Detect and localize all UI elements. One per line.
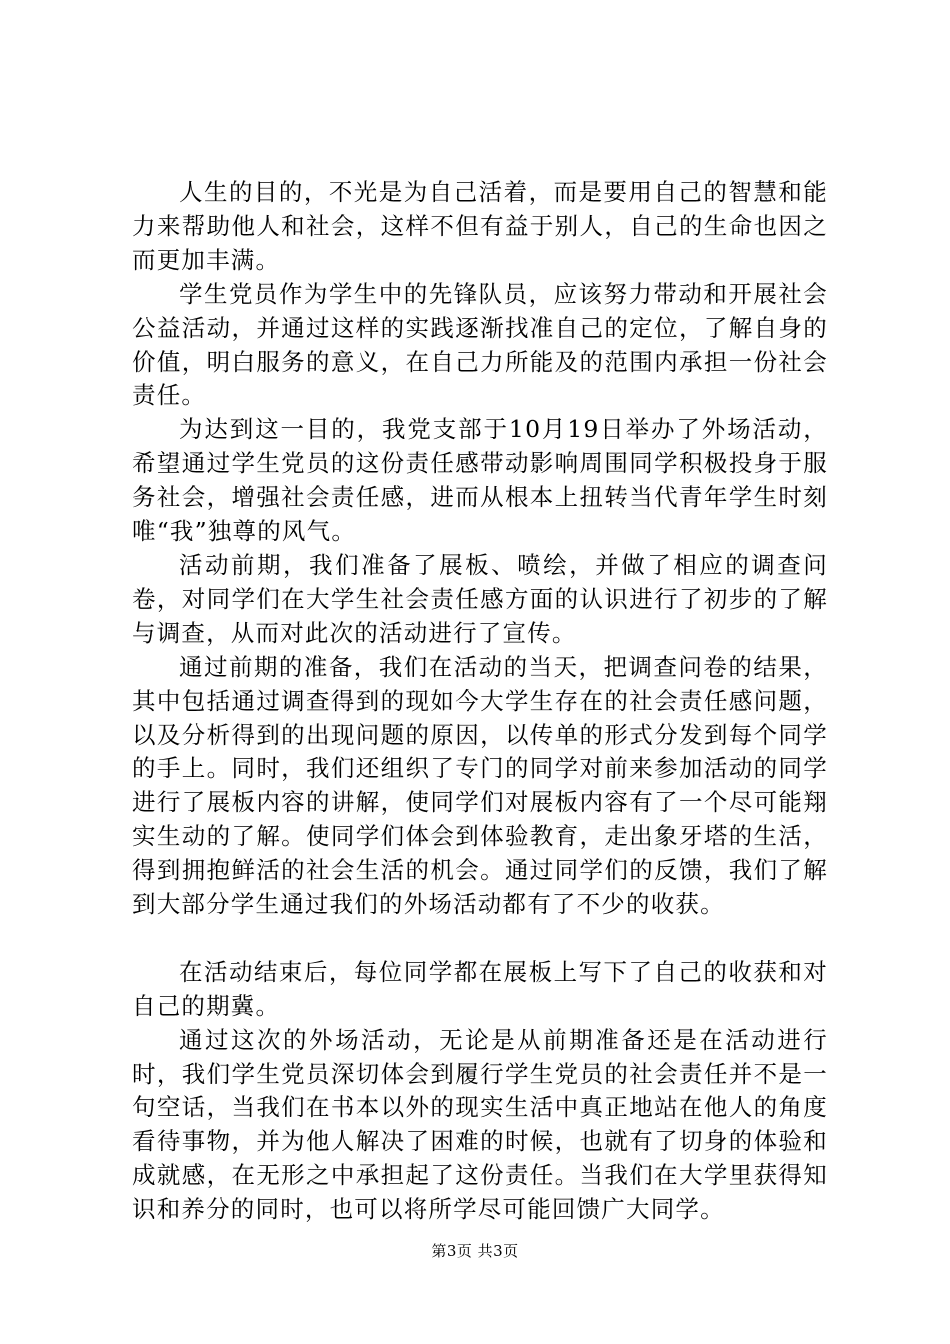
- paragraph-7: 通过这次的外场活动，无论是从前期准备还是在活动进行时，我们学生党员深切体会到履行学生党员的社会责任并不是一句空话，当我们在书本以外的现实生活中真正地站在他人的角度看待事物，并为他人解决了困难的时候，也就有了切身的体验和成就感，在无形之中承担起了这份责任。当我们在大学里获得知识和养分的同时，也可以将所学尽可能回馈广大同学。: [132, 1025, 828, 1224]
- page-number-footer: 第3页 共3页: [431, 1242, 519, 1260]
- paragraph-spacer: [132, 922, 828, 956]
- paragraph-2: 学生党员作为学生中的先锋队员，应该努力带动和开展社会公益活动，并通过这样的实践逐渐找准自己的定位，了解自身的价值，明白服务的意义，在自己力所能及的范围内承担一份社会责任。: [132, 279, 828, 410]
- paragraph-3: 为达到这一目的，我党支部于10月19日举办了外场活动，希望通过学生党员的这份责任感带动影响周围同学积极投身于服务社会，增强社会责任感，进而从根本上扭转当代青年学生时刻唯“我”独尊的风气。: [132, 415, 828, 546]
- paragraph-1: 人生的目的，不光是为自己活着，而是要用自己的智慧和能力来帮助他人和社会，这样不但有益于别人，自己的生命也因之而更加丰满。: [132, 178, 828, 274]
- paragraph-5: 通过前期的准备，我们在活动的当天，把调查问卷的结果，其中包括通过调查得到的现如今大学生存在的社会责任感问题，以及分析得到的出现问题的原因，以传单的形式分发到每个同学的手上。同时，我们还组织了专门的同学对前来参加活动的同学进行了展板内容的讲解，使同学们对展板内容有了一个尽可能翔实生动的了解。使同学们体会到体验教育，走出象牙塔的生活，得到拥抱鲜活的社会生活的机会。通过同学们的反馈，我们了解到大部分学生通过我们的外场活动都有了不少的收获。: [132, 652, 828, 919]
- document-body: [132, 176, 828, 1227]
- paragraph-4: 活动前期，我们准备了展板、喷绘，并做了相应的调查问卷，对同学们在大学生社会责任感方面的认识进行了初步的了解与调查，从而对此次的活动进行了宣传。: [132, 550, 828, 647]
- paragraph-6: 在活动结束后，每位同学都在展板上写下了自己的收获和对自己的期冀。: [132, 957, 828, 1020]
